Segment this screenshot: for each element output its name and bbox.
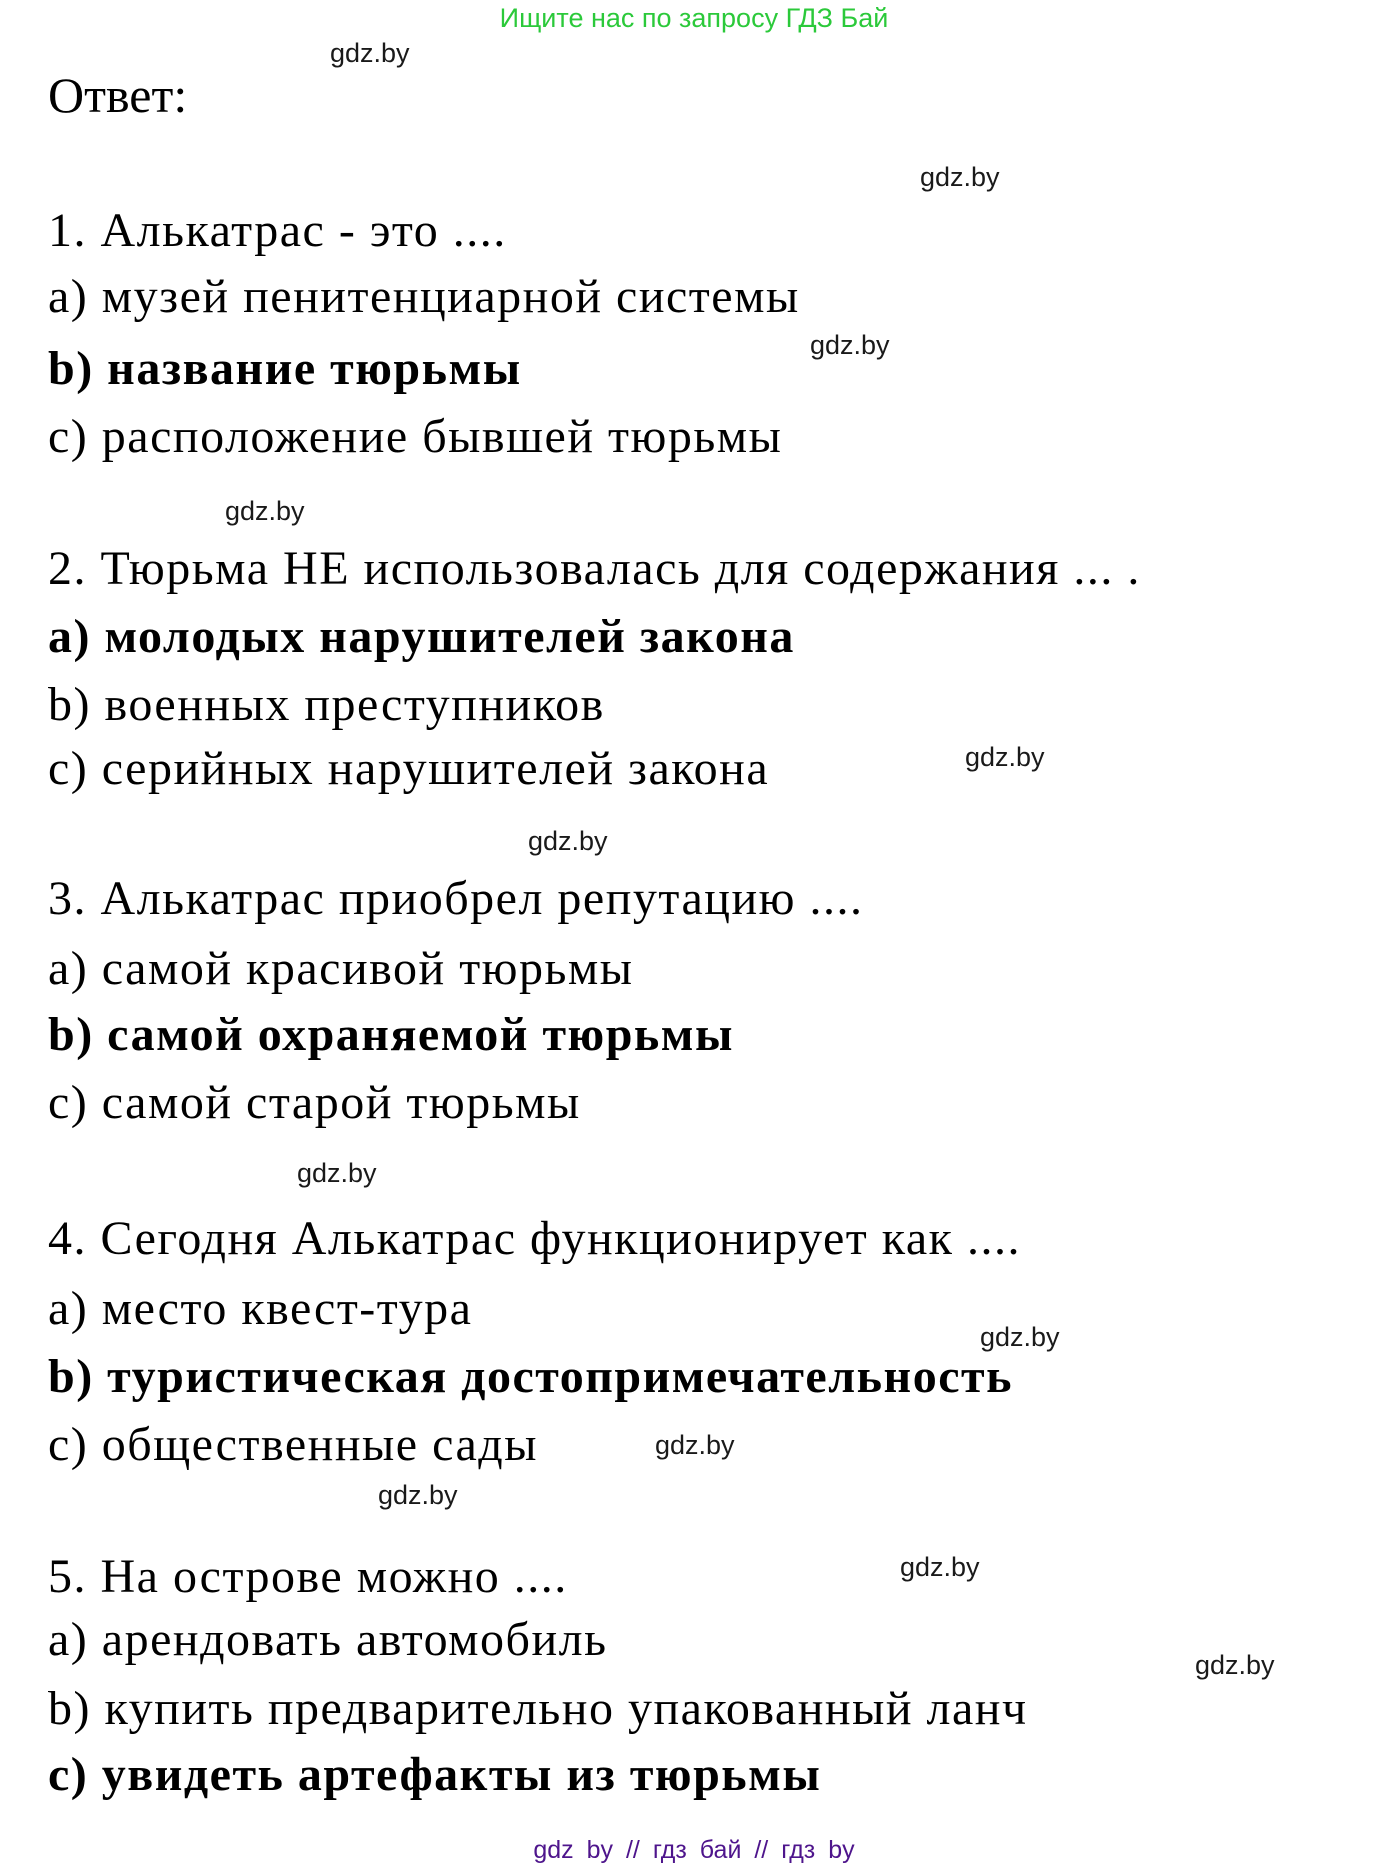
answer-option: a) самой красивой тюрьмы xyxy=(48,942,634,995)
watermark: gdz.by xyxy=(965,742,1045,772)
question-title: 4. Сегодня Алькатрас функционирует как .... xyxy=(48,1212,1021,1265)
watermark: gdz.by xyxy=(810,330,890,360)
answer-option: a) место квест-тура xyxy=(48,1282,473,1335)
watermark: gdz.by xyxy=(528,826,608,856)
watermark: gdz.by xyxy=(655,1430,735,1460)
answer-option: c) серийных нарушителей закона xyxy=(48,742,770,795)
answer-option: b) военных преступников xyxy=(48,678,605,731)
watermark: gdz.by xyxy=(225,496,305,526)
answer-option: b) самой охраняемой тюрьмы xyxy=(48,1008,734,1061)
watermark: gdz.by xyxy=(297,1158,377,1188)
watermark: gdz.by xyxy=(980,1322,1060,1352)
answer-option: c) общественные сады xyxy=(48,1418,538,1471)
question-title: 1. Алькатрас - это .... xyxy=(48,204,507,257)
answer-option: b) название тюрьмы xyxy=(48,342,522,395)
answer-option: a) арендовать автомобиль xyxy=(48,1613,608,1666)
watermark: gdz.by xyxy=(900,1552,980,1582)
answer-option: c) расположение бывшей тюрьмы xyxy=(48,410,783,463)
answer-option: b) туристическая достопримечательность xyxy=(48,1350,1013,1403)
watermark: gdz.by xyxy=(378,1480,458,1510)
watermark: gdz.by xyxy=(920,162,1000,192)
answer-option: c) самой старой тюрьмы xyxy=(48,1076,581,1129)
answer-label: Ответ: xyxy=(48,67,188,123)
question-title: 2. Тюрьма НЕ использовалась для содержания ... . xyxy=(48,542,1141,595)
question-title: 3. Алькатрас приобрел репутацию .... xyxy=(48,872,864,925)
answer-option: a) музей пенитенциарной системы xyxy=(48,270,800,323)
answer-option: c) увидеть артефакты из тюрьмы xyxy=(48,1748,822,1801)
footer-links-text: gdz by // гдз бай // гдз by xyxy=(533,1836,855,1864)
watermark: gdz.by xyxy=(1195,1650,1275,1680)
answer-option: a) молодых нарушителей закона xyxy=(48,610,795,663)
answer-option: b) купить предварительно упакованный ланч xyxy=(48,1682,1028,1735)
header-promo-text: Ищите нас по запросу ГДЗ Бай xyxy=(499,3,889,33)
watermark: gdz.by xyxy=(330,38,410,68)
question-title: 5. На острове можно .... xyxy=(48,1550,568,1603)
